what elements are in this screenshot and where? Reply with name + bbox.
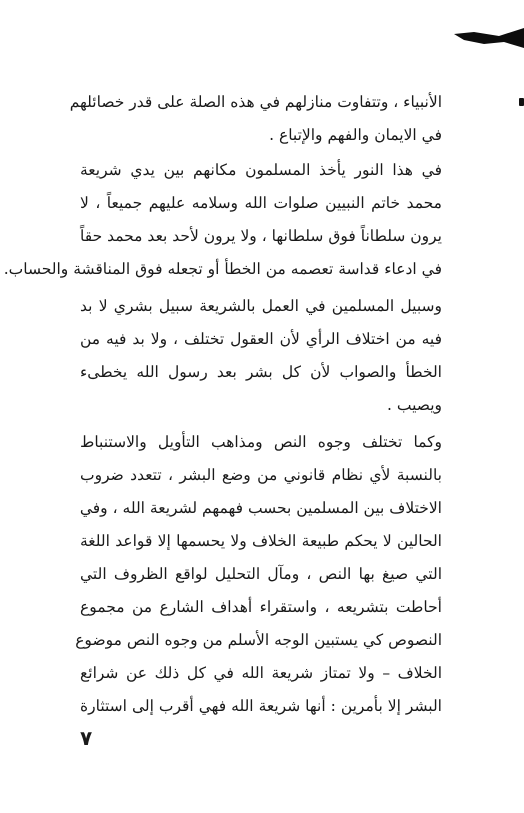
text-line: في هذا النور يأخذ المسلمون مكانهم بين يدي شريعة — [80, 161, 442, 179]
text-line: ويصيب . — [387, 396, 442, 414]
margin-mark — [519, 98, 524, 106]
page-number: ٧ — [80, 726, 93, 750]
text-line: الأنبياء ، وتتفاوت منازلهم في هذه الصلة على قدر خصائلهم — [69, 93, 442, 111]
text-line: بالنسبة لأي نظام قانوني من وضع البشر ، تتعدد ضروب — [80, 466, 442, 484]
text-line: الخطأ والصواب لأن كل بشر بعد رسول الله يخطىء — [80, 363, 442, 381]
paragraph-1 — [69, 86, 442, 152]
text-line: في الايمان والفهم والإتباع . — [269, 126, 442, 144]
paragraph-3 — [80, 290, 442, 422]
text-line: يرون سلطاناً فوق سلطانها ، ولا يرون لأحد بعد محمد حقاً — [80, 227, 442, 245]
text-line: أحاطت بتشريعه ، واستقراء أهداف الشارع من مجموع — [80, 598, 442, 616]
scan-edge-mark — [454, 22, 524, 52]
text-line: فيه من اختلاف الرأي لأن العقول تختلف ، ولا بد فيه من — [80, 330, 442, 348]
text-line: النصوص كي يستبين الوجه الأسلم من وجوه النص موضوع — [75, 631, 442, 649]
text-line: البشر إلا بأمرين : أنها شريعة الله فهي أقرب إلى استثارة — [80, 697, 442, 715]
text-line: الحالين لا يحكم طبيعة الخلاف ولا يحسمها إلا قواعد اللغة — [80, 532, 442, 550]
page-body-text — [3, 86, 442, 723]
text-line: الاختلاف بين المسلمين بحسب فهمهم لشريعة الله ، وفي — [79, 499, 442, 517]
text-line: الخلاف – ولا تمتاز شريعة الله في كل ذلك عن شرائع — [80, 664, 442, 682]
text-line: وسبيل المسلمين في العمل بالشريعة سبيل بشري لا بد — [80, 297, 442, 315]
text-line: في ادعاء قداسة تعصمه من الخطأ أو تجعله فوق المناقشة والحساب. — [3, 260, 442, 278]
text-line: وكما تختلف وجوه النص ومذاهب التأويل والاستنباط — [80, 433, 442, 451]
paragraph-2 — [3, 154, 442, 286]
text-line: التي صيغ بها النص ، ومآل التحليل لواقع الظروف التي — [80, 565, 442, 583]
paragraph-4 — [75, 426, 442, 723]
text-line: محمد خاتم النبيين صلوات الله وسلامه عليهم جميعاً ، لا — [80, 194, 442, 212]
